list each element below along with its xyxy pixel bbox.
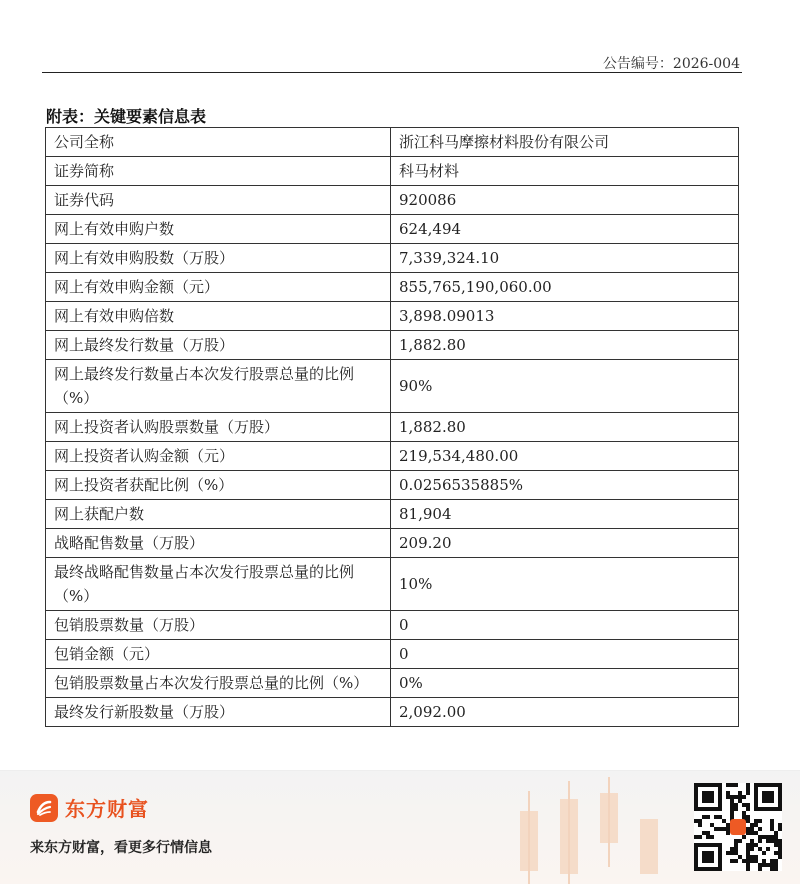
row-key: 最终发行新股数量（万股） [46,698,391,727]
footer-tagline: 来东方财富，看更多行情信息 [30,840,212,856]
table-row [46,360,739,413]
bg-candle-wick [528,791,530,884]
document-number: 公告编号：2026-004 [602,56,740,72]
eastmoney-logo-icon [30,794,58,822]
row-value: 219,534,480.00 [391,442,739,471]
bg-candle-wick [568,781,570,884]
table-row [46,331,739,360]
key-info-table [45,127,739,727]
footer-banner[interactable] [0,770,800,884]
row-key: 证券代码 [46,186,391,215]
row-key: 包销股票数量占本次发行股票总量的比例（%） [46,669,391,698]
table-row [46,669,739,698]
bg-candle [640,819,658,874]
table-row [46,244,739,273]
table-row [46,529,739,558]
row-key: 网上有效申购倍数 [46,302,391,331]
row-value: 209.20 [391,529,739,558]
row-value: 0 [391,611,739,640]
table-row [46,442,739,471]
row-key: 网上投资者认购金额（元） [46,442,391,471]
row-value: 0.0256535885% [391,471,739,500]
row-value: 7,339,324.10 [391,244,739,273]
bg-candle-wick [608,777,610,867]
row-key: 网上有效申购户数 [46,215,391,244]
row-key: 证券简称 [46,157,391,186]
table-row [46,413,739,442]
row-value: 855,765,190,060.00 [391,273,739,302]
table-row [46,500,739,529]
row-value: 0% [391,669,739,698]
table-title: 附表：关键要素信息表 [46,107,207,126]
row-key: 网上有效申购股数（万股） [46,244,391,273]
row-key: 网上最终发行数量占本次发行股票总量的比例（%） [46,360,391,413]
row-key: 包销金额（元） [46,640,391,669]
table-row [46,273,739,302]
row-value: 2,092.00 [391,698,739,727]
table-row [46,640,739,669]
table-row [46,698,739,727]
table-row [46,215,739,244]
row-key: 网上投资者认购股票数量（万股） [46,413,391,442]
row-value: 624,494 [391,215,739,244]
header-rule [42,72,742,73]
row-key: 战略配售数量（万股） [46,529,391,558]
row-key: 最终战略配售数量占本次发行股票总量的比例（%） [46,558,391,611]
row-key: 网上获配户数 [46,500,391,529]
row-value: 81,904 [391,500,739,529]
row-key: 公司全称 [46,128,391,157]
row-value: 科马材料 [391,157,739,186]
table-row [46,471,739,500]
row-key: 包销股票数量（万股） [46,611,391,640]
row-key: 网上有效申购金额（元） [46,273,391,302]
row-value: 1,882.80 [391,413,739,442]
brand[interactable] [30,793,149,822]
row-value: 90% [391,360,739,413]
table-row [46,128,739,157]
row-key: 网上最终发行数量（万股） [46,331,391,360]
table-row [46,302,739,331]
row-value: 920086 [391,186,739,215]
row-key: 网上投资者获配比例（%） [46,471,391,500]
qr-code-icon[interactable] [694,783,782,871]
row-value: 10% [391,558,739,611]
table-row [46,186,739,215]
row-value: 3,898.09013 [391,302,739,331]
row-value: 浙江科马摩擦材料股份有限公司 [391,128,739,157]
table-row [46,611,739,640]
table-row [46,558,739,611]
row-value: 1,882.80 [391,331,739,360]
brand-name: 东方财富 [65,797,149,821]
table-row [46,157,739,186]
row-value: 0 [391,640,739,669]
